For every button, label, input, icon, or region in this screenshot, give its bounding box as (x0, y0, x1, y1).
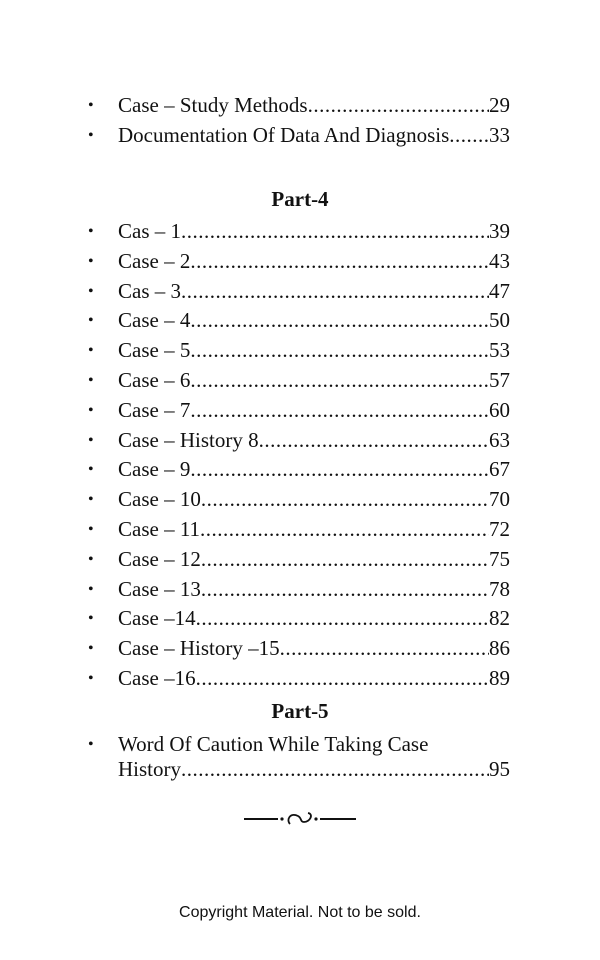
bullet-icon: • (88, 282, 94, 300)
swash-divider-icon (240, 806, 360, 832)
toc-item[interactable] (88, 545, 510, 575)
toc-item-page: 39 (489, 219, 510, 243)
toc-item-page: 95 (489, 757, 510, 781)
dot-leader (201, 485, 489, 515)
toc-intro-list (88, 91, 510, 151)
part-4-heading: Part-4 (271, 187, 329, 211)
dot-leader (308, 91, 489, 121)
dot-leader (259, 426, 489, 456)
dot-leader (201, 575, 489, 605)
toc-item-label: Case – 7 (118, 397, 191, 422)
toc-item[interactable] (88, 336, 510, 366)
dot-leader (190, 247, 489, 277)
toc-item-label: Case –14 (118, 606, 196, 631)
dot-leader (280, 634, 489, 664)
bullet-icon: • (88, 342, 94, 360)
bullet-icon: • (88, 312, 94, 330)
toc-item-page: 60 (489, 397, 510, 422)
toc-item-label: Case – Study Methods (118, 93, 308, 117)
copyright-notice: Copyright Material. Not to be sold. (179, 904, 421, 921)
bullet-icon: • (88, 97, 94, 114)
bullet-icon: • (88, 580, 94, 598)
bullet-icon: • (88, 640, 94, 658)
bullet-icon: • (88, 223, 94, 240)
toc-item-label: Documentation Of Data And Diagnosis (118, 122, 450, 147)
toc-item[interactable] (88, 455, 510, 485)
toc-item-label: Case – 9 (118, 457, 191, 482)
toc-item[interactable] (88, 575, 510, 605)
toc-item-label: Cas – 3 (118, 278, 181, 303)
bullet-icon: • (88, 610, 94, 628)
toc-item-page: 78 (489, 576, 510, 601)
toc-item-label: Cas – 1 (118, 219, 181, 243)
toc-item-page: 67 (489, 457, 510, 482)
dot-leader (190, 306, 489, 336)
toc-item[interactable] (88, 634, 510, 664)
bullet-icon: • (88, 491, 94, 509)
toc-item-page: 89 (489, 665, 510, 690)
toc-item[interactable] (88, 604, 510, 634)
dot-leader (190, 366, 489, 396)
toc-item-page: 57 (489, 367, 510, 392)
toc-item-page: 29 (489, 93, 510, 117)
bullet-icon: • (88, 401, 94, 419)
toc-item-page: 72 (489, 516, 510, 541)
bullet-icon: • (88, 252, 94, 270)
dot-leader (196, 604, 489, 634)
bullet-icon: • (88, 126, 94, 144)
toc-item[interactable] (88, 730, 510, 784)
toc-item[interactable] (88, 664, 510, 694)
toc-item-label: Case – 13 (118, 576, 201, 601)
toc-item-page: 82 (489, 606, 510, 631)
toc-item-label: Case – History 8 (118, 427, 259, 452)
toc-item[interactable] (88, 121, 510, 151)
toc-item-label: Case – History –15 (118, 636, 280, 661)
toc-item-page: 47 (489, 278, 510, 303)
part-4-list (88, 217, 510, 694)
bullet-icon: • (88, 431, 94, 449)
toc-item-page: 63 (489, 427, 510, 452)
dot-leader (181, 755, 489, 785)
toc-item[interactable] (88, 515, 510, 545)
toc-item-label: Case – 12 (118, 546, 201, 571)
toc-item[interactable] (88, 426, 510, 456)
bullet-icon: • (88, 520, 94, 538)
toc-item-label-line1: Word Of Caution While Taking Case (118, 732, 429, 756)
toc-item-label: Case – 6 (118, 367, 191, 392)
toc-item-label: Case – 2 (118, 248, 191, 273)
dot-leader (190, 396, 489, 426)
toc-item-page: 50 (489, 308, 510, 333)
toc-item-label: Case – 11 (118, 516, 201, 541)
toc-item-page: 86 (489, 636, 510, 661)
toc-item[interactable] (88, 366, 510, 396)
toc-item[interactable] (88, 217, 510, 247)
toc-item[interactable] (88, 91, 510, 121)
part-5-heading: Part-5 (271, 699, 329, 723)
toc-item-label: Case – 5 (118, 338, 191, 363)
toc-item-label: Case – 10 (118, 487, 201, 512)
toc-item-page: 53 (489, 338, 510, 363)
toc-item[interactable] (88, 277, 510, 307)
toc-item-label: Case –16 (118, 665, 196, 690)
toc-item-label: Case – 4 (118, 308, 191, 333)
dot-leader (200, 515, 489, 545)
toc-item[interactable] (88, 306, 510, 336)
dot-leader (201, 545, 489, 575)
toc-item[interactable] (88, 485, 510, 515)
bullet-icon: • (88, 736, 94, 753)
dot-leader (190, 336, 489, 366)
part-5-list (88, 730, 510, 784)
dot-leader (196, 664, 489, 694)
dot-leader (449, 121, 489, 151)
toc-item-label: History (118, 757, 181, 781)
toc-item[interactable] (88, 396, 510, 426)
bullet-icon: • (88, 371, 94, 389)
bullet-icon: • (88, 550, 94, 568)
toc-item[interactable] (88, 247, 510, 277)
dot-leader (181, 217, 489, 247)
bullet-icon: • (88, 669, 94, 687)
bullet-icon: • (88, 461, 94, 479)
toc-item-page: 43 (489, 248, 510, 273)
dot-leader (190, 455, 489, 485)
dot-leader (181, 277, 489, 307)
toc-item-page: 70 (489, 487, 510, 512)
toc-item-page: 75 (489, 546, 510, 571)
toc-item-page: 33 (489, 122, 510, 147)
